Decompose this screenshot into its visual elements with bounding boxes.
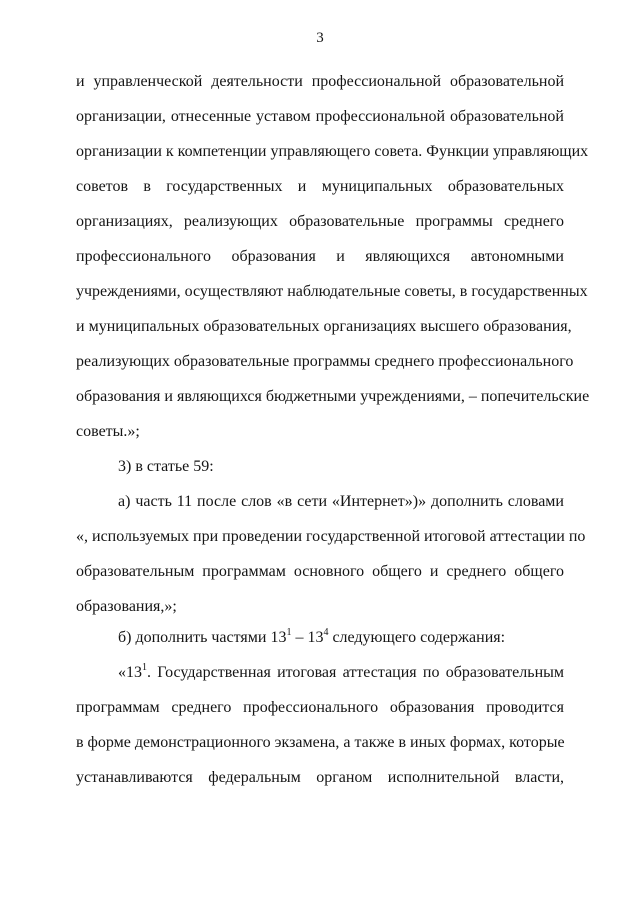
- list-item-b: [118, 628, 564, 648]
- page-number: 3: [316, 30, 324, 46]
- text-line: программам среднего профессионального образования проводится: [76, 699, 564, 716]
- text-line: «, используемых при проведении государственной итоговой аттестации по: [76, 528, 586, 545]
- superscript: 1: [286, 626, 292, 638]
- text-line: и управленческой деятельности профессиональной образовательной: [76, 73, 564, 90]
- line-13-pre: «13: [118, 664, 142, 681]
- text-line: реализующих образовательные программы среднего профессионального: [76, 353, 574, 370]
- line-b-mid: – 13: [291, 629, 324, 646]
- superscript: 4: [323, 626, 329, 638]
- line-b-post: следующего содержания:: [328, 629, 506, 646]
- list-item-a: а) часть 11 после слов «в сети «Интернет»)» дополнить словами: [118, 493, 564, 510]
- text-line: устанавливаются федеральным органом исполнительной власти,: [76, 769, 564, 786]
- superscript: 1: [142, 661, 147, 673]
- line-13-post: . Государственная итоговая аттестация по образовательным: [147, 664, 564, 681]
- text-line: организации к компетенции управляющего совета. Функции управляющих: [76, 143, 589, 160]
- text-line: в форме демонстрационного экзамена, а также в иных формах, которые: [76, 734, 565, 751]
- text-line: профессионального образования и являющихся автономными: [76, 248, 564, 265]
- text-line: организации, отнесенные уставом профессиональной образовательной: [76, 108, 564, 125]
- text-line: образования и являющихся бюджетными учреждениями, – попечительские: [76, 388, 590, 405]
- text-line: учреждениями, осуществляют наблюдательные советы, в государственных: [76, 283, 588, 300]
- list-item-3: 3) в статье 59:: [118, 458, 214, 475]
- text-line: советы.»;: [76, 423, 140, 440]
- text-line: советов в государственных и муниципальных образовательных: [76, 178, 564, 195]
- text-line: и муниципальных образовательных организациях высшего образования,: [76, 318, 572, 335]
- text-line: образовательным программам основного общего и среднего общего: [76, 563, 564, 580]
- text-line: образования,»;: [76, 598, 177, 615]
- paragraph-13-1: [118, 663, 564, 683]
- text-line: организациях, реализующих образовательные программы среднего: [76, 213, 564, 230]
- line-b-pre: б) дополнить частями 13: [118, 629, 287, 646]
